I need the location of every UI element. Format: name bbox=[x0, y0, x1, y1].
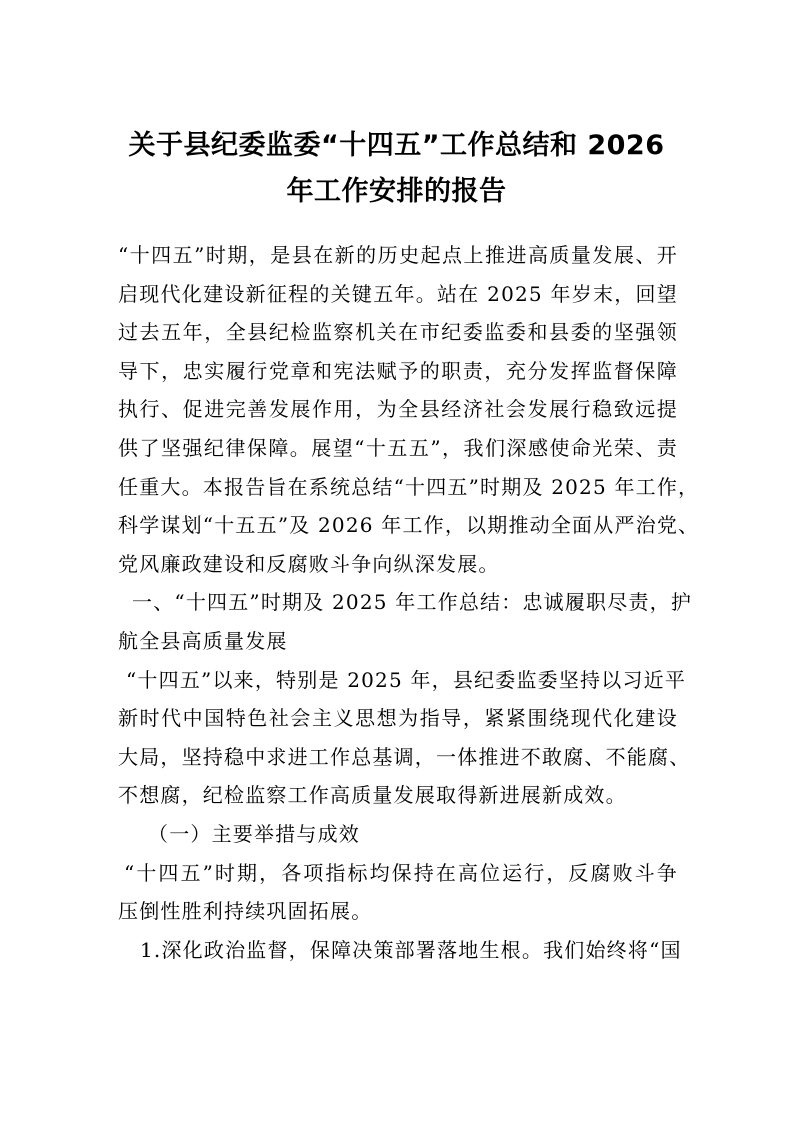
document-title-line-1: 关于县纪委监委“十四五”工作总结和 2026 bbox=[128, 130, 665, 161]
paragraph-line: “十四五”以来，特别是 2025 年，县纪委监委坚持以习近平 bbox=[126, 667, 687, 692]
paragraph-line: 任重大。本报告旨在系统总结“十四五”时期及 2025 年工作， bbox=[118, 474, 700, 499]
paragraph-line: 大局，坚持稳中求进工作总基调，一体推进不敢腐、不能腐、 bbox=[118, 744, 691, 769]
paragraph-line: 党风廉政建设和反腐败斗争向纵深发展。 bbox=[118, 551, 500, 576]
paragraph-line: 新时代中国特色社会主义思想为指导，紧紧围绕现代化建设 bbox=[118, 706, 678, 731]
paragraph-line: 过去五年，全县纪检监察机关在市纪委监委和县委的坚强领 bbox=[118, 320, 678, 345]
document-title-line-2: 年工作安排的报告 bbox=[286, 176, 507, 207]
paragraph-line: 1.深化政治监督，保障决策部署落地生根。我们始终将“国 bbox=[140, 937, 682, 962]
paragraph-line: 启现代化建设新征程的关键五年。站在 2025 年岁末，回望 bbox=[118, 281, 678, 306]
paragraph-line: 压倒性胜利持续巩固拓展。 bbox=[118, 899, 373, 924]
section-heading-line: 航全县高质量发展 bbox=[118, 628, 288, 653]
paragraph-line: “十四五”时期，是县在新的历史起点上推进高质量发展、开 bbox=[118, 243, 678, 267]
paragraph-line: 供了坚强纪律保障。展望“十五五”，我们深感使命光荣、责 bbox=[118, 435, 678, 460]
paragraph-line: “十四五”时期，各项指标均保持在高位运行，反腐败斗争 bbox=[124, 860, 678, 885]
paragraph-line: 导下，忠实履行党章和宪法赋予的职责，充分发挥监督保障 bbox=[118, 358, 678, 383]
paragraph-line: 不想腐，纪检监察工作高质量发展取得新进展新成效。 bbox=[118, 783, 627, 808]
subsection-heading-line: （一）主要举措与成效 bbox=[148, 821, 360, 846]
section-heading-line: 一、“十四五”时期及 2025 年工作总结：忠诚履职尽责，护 bbox=[132, 590, 693, 615]
document-body bbox=[118, 236, 700, 969]
paragraph-line: 执行、促进完善发展作用，为全县经济社会发展行稳致远提 bbox=[118, 397, 678, 422]
paragraph-line: 科学谋划“十五五”及 2026 年工作，以期推动全面从严治党、 bbox=[118, 513, 700, 538]
